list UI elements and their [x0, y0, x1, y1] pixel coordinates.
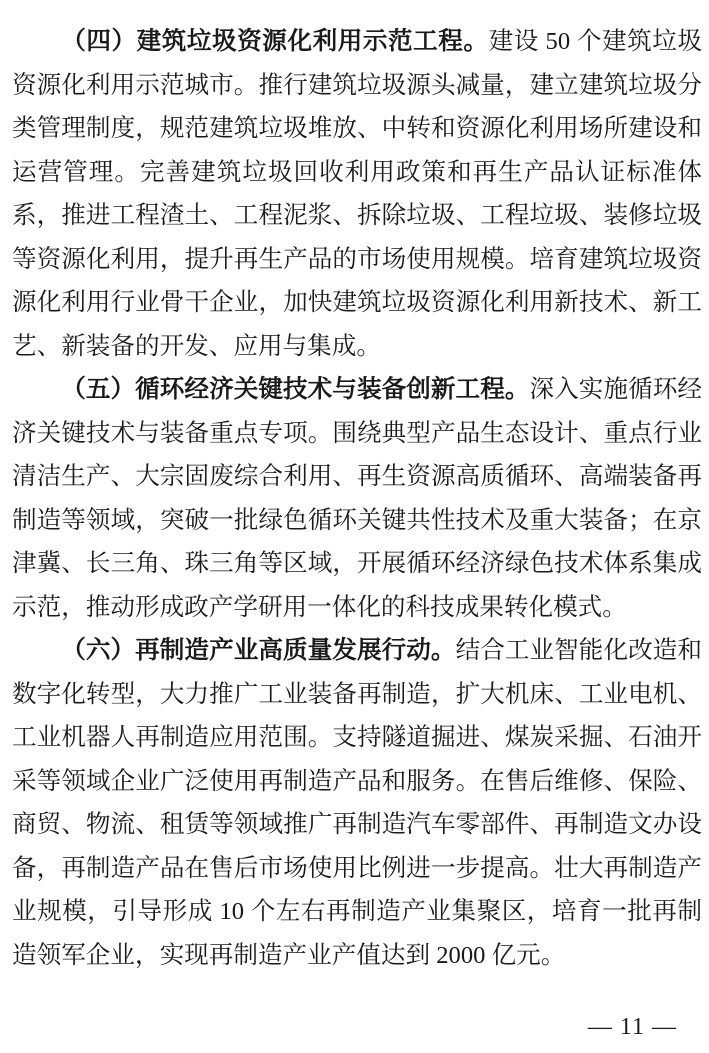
document-body	[12, 20, 702, 977]
paragraph-5-body: 深入实施循环经济关键技术与装备重点专项。围绕典型产品生态设计、重点行业清洁生产、大宗固废综合利用、再生资源高质循环、高端装备再制造等领域，突破一批绿色循环关键共性技术及重大装备；在京津冀、长三角、珠三角等区域，开展循环经济绿色技术体系集成示范，推动形成政产学研用一体化的科技成果转化模式。	[12, 376, 702, 621]
page-number: — 11 —	[587, 1014, 677, 1040]
paragraph-4-heading: （四）建筑垃圾资源化利用示范工程。	[61, 28, 489, 55]
paragraph-4-body: 建设 50 个建筑垃圾资源化利用示范城市。推行建筑垃圾源头减量，建立建筑垃圾分类管理制度，规范建筑垃圾堆放、中转和资源化利用场所建设和运营管理。完善建筑垃圾回收利用政策和再生产品认证标准体系，推进工程渣土、工程泥浆、拆除垃圾、工程垃圾、装修垃圾等资源化利用，提升再生产品的市场使用规模。培育建筑垃圾资源化利用行业骨干企业，加快建筑垃圾资源化利用新技术、新工艺、新装备的开发、应用与集成。	[12, 28, 702, 360]
paragraph-6-body: 结合工业智能化改造和数字化转型，大力推广工业装备再制造，扩大机床、工业电机、工业机器人再制造应用范围。支持隧道掘进、煤炭采掘、石油开采等领域企业广泛使用再制造产品和服务。在售后维修、保险、商贸、物流、租赁等领域推广再制造汽车零部件、再制造文办设备，再制造产品在售后市场使用比例进一步提高。壮大再制造产业规模，引导形成 10 个左右再制造产业集聚区，培育一批再制造领军企业，实现再制造产业产值达到 2000 亿元。	[12, 637, 702, 969]
paragraph-5-heading: （五）循环经济关键技术与装备创新工程。	[61, 376, 530, 403]
paragraph-6-heading: （六）再制造产业高质量发展行动。	[61, 637, 456, 664]
paragraph-5-circular-economy	[12, 368, 702, 629]
paragraph-4-construction-waste	[12, 20, 702, 368]
paragraph-6-remanufacturing	[12, 629, 702, 977]
